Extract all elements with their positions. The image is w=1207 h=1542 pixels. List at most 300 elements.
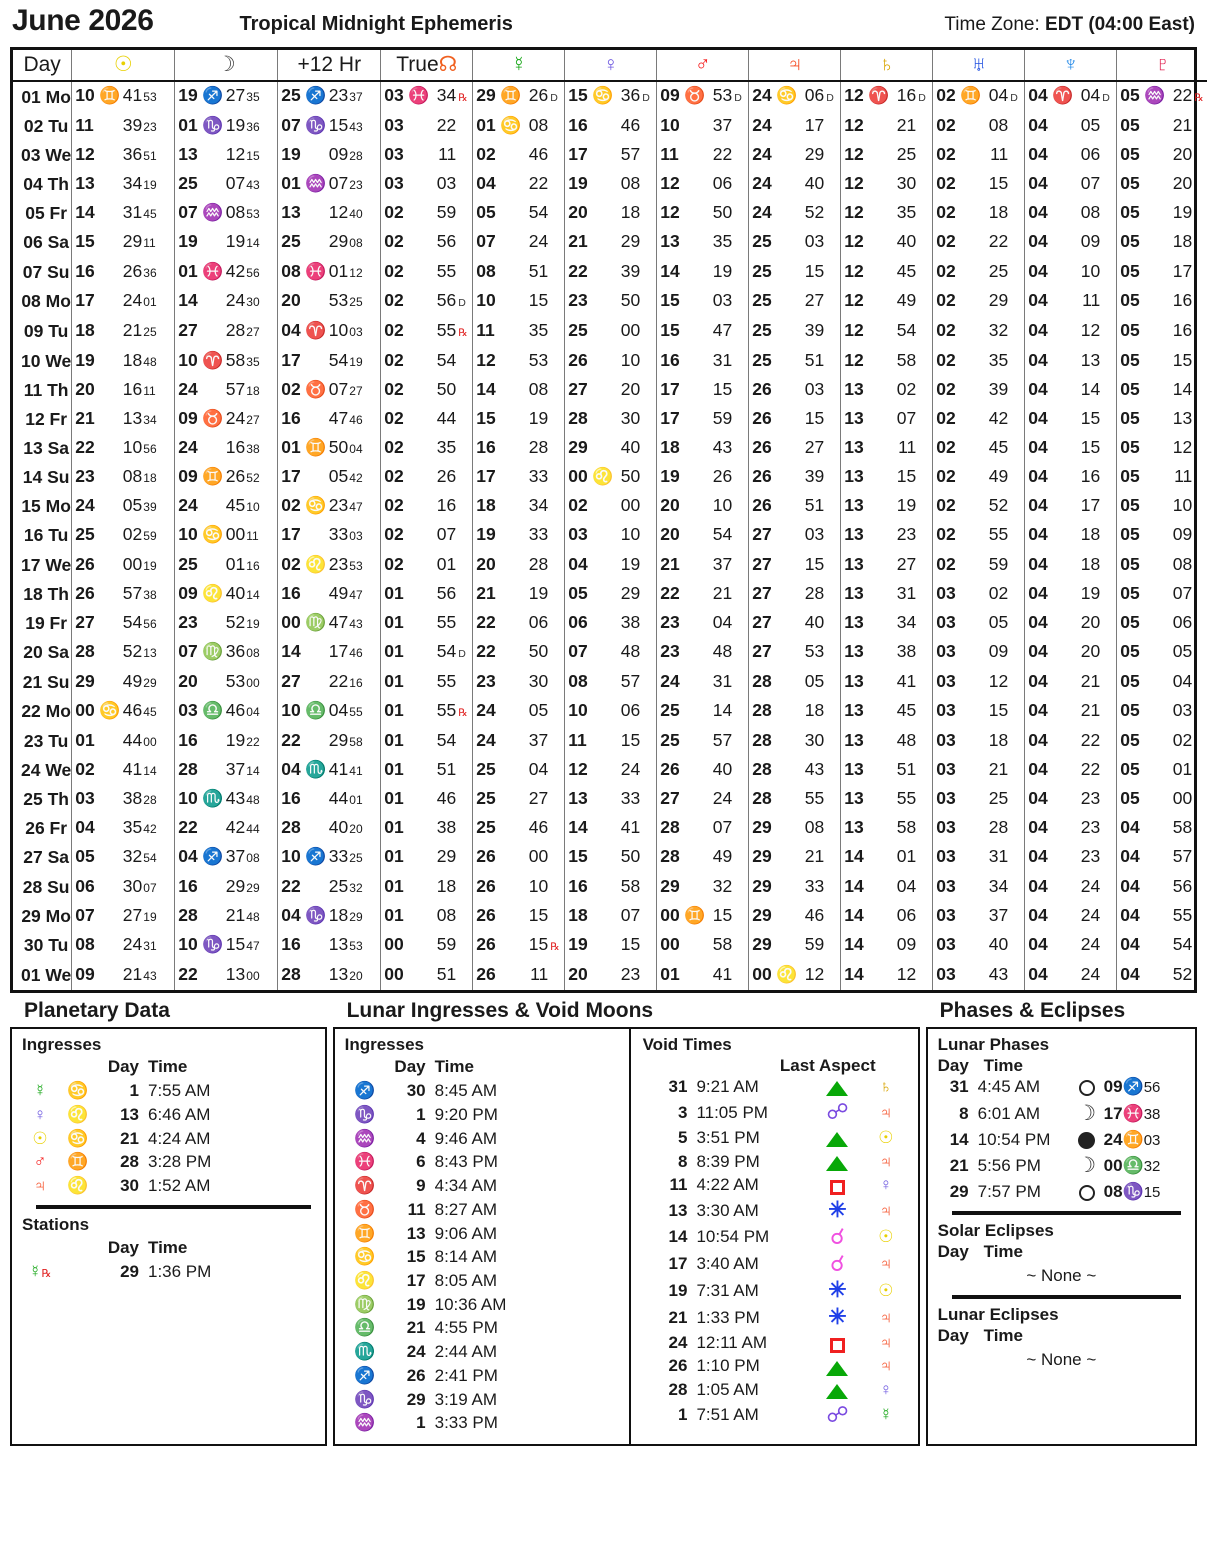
cell-mer: 17 33 [473, 463, 565, 492]
cell-moon: 27 28 27 [175, 317, 278, 347]
cell-node: 03 11 [381, 141, 473, 170]
planet-ingresses-header-row [22, 1056, 315, 1080]
table-row [13, 843, 1207, 872]
planet-glyph-icon: ☿ [879, 1405, 893, 1425]
cell-sat: 12 30 [841, 170, 933, 199]
sign-glyph-icon: ♑ [354, 1104, 376, 1124]
table-row [13, 170, 1207, 199]
cell-moon12: 17 54 19 [278, 347, 381, 376]
cell-ura: 03 40 [933, 931, 1025, 961]
cell-ven: 28 30 [565, 405, 657, 434]
day-value: 5 [677, 1127, 688, 1147]
cell-plu: 05 03 [1120, 699, 1193, 720]
sign-glyph-icon: ♊ [67, 1152, 89, 1172]
time-value: 3:28 PM [148, 1152, 212, 1172]
table-row [13, 727, 1207, 756]
cell-moon: 09 ♌ 40 14 [175, 580, 278, 609]
col-day-header: Day [937, 1242, 969, 1262]
list-item [643, 1402, 910, 1429]
cell-jup: 28 30 [749, 727, 841, 756]
cell-mer: 08 51 [473, 258, 565, 287]
lunar-title: Lunar Ingresses & Void Moons [346, 998, 654, 1022]
time-value: 4:22 AM [696, 1175, 759, 1195]
list-item [938, 1152, 1185, 1181]
time-value: 8:43 PM [434, 1152, 498, 1172]
cell-moon12: 17 33 03 [278, 521, 381, 550]
table-row [13, 258, 1207, 287]
list-item [643, 1150, 910, 1174]
cell-moon: 22 13 00 [175, 961, 278, 990]
cell-sat: 12 54 [841, 317, 933, 347]
list-item [938, 1100, 1185, 1129]
day-value: 21 [120, 1128, 139, 1148]
list-item [22, 1260, 315, 1284]
cell-node: 02 55 [381, 258, 473, 287]
cell-ura: 02 39 [933, 376, 1025, 405]
trine-icon [826, 1361, 848, 1376]
cell-nep: 04 15 [1025, 434, 1117, 463]
cell-sat: 12 35 [841, 199, 933, 228]
ephemeris-header-row [13, 50, 1207, 81]
cell-node: 01 18 [381, 873, 473, 902]
sign-glyph-icon: ♌ [354, 1271, 376, 1291]
venus-icon: ♀ [565, 50, 657, 81]
time-value: 9:21 AM [696, 1077, 759, 1097]
mars-icon: ♂ [657, 50, 749, 81]
planetary-data-column [10, 999, 327, 1446]
cell-jup: 26 51 [749, 492, 841, 521]
day-value: 13 [668, 1200, 688, 1220]
list-item [938, 1076, 1185, 1100]
day-cell: 13 Sa [13, 434, 72, 463]
time-value: 1:33 PM [696, 1307, 760, 1327]
cell-jup: 26 39 [749, 463, 841, 492]
aspect-glyph [813, 1305, 863, 1332]
day-cell: 29 Mo [13, 902, 72, 931]
cell-sun: 26 00 19 [72, 551, 175, 580]
square-icon [830, 1338, 845, 1353]
cell-mar: 20 10 [657, 492, 749, 521]
cell-nep: 04 08 [1025, 199, 1117, 228]
cell-node: 01 46 [381, 785, 473, 814]
day-value: 24 [406, 1342, 426, 1362]
cell-plu: 05 18 [1120, 231, 1193, 252]
cell-sat: 14 09 [841, 931, 933, 961]
cell-node: 02 56 D [381, 287, 473, 317]
cell-moon: 01 ♓ 42 56 [175, 258, 278, 287]
cell-mer: 19 33 [473, 521, 565, 550]
sign-glyph-icon: ♍ [354, 1294, 376, 1314]
day-cell: 11 Th [13, 376, 72, 405]
cell-moon12: 16 44 01 [278, 785, 381, 814]
solar-eclipses-daytime-header [938, 1242, 1185, 1262]
cell-moon12: 01 ♊ 50 04 [278, 434, 381, 463]
cell-mar: 26 40 [657, 756, 749, 785]
cell-mer: 22 50 [473, 638, 565, 668]
cell-nep: 04 13 [1025, 347, 1117, 376]
list-item [345, 1412, 621, 1436]
cell-mar: 12 50 [657, 199, 749, 228]
cell-sat: 12 40 [841, 228, 933, 257]
conjunction-icon: ☌ [830, 1223, 845, 1249]
cell-moon12: 14 17 46 [278, 638, 381, 668]
list-item [345, 1293, 621, 1317]
cell-ven: 23 50 [565, 287, 657, 317]
col-time-header: Time [148, 1057, 188, 1077]
cell-node: 03 22 [381, 112, 473, 141]
cell-node: 02 54 [381, 347, 473, 376]
table-row [13, 961, 1207, 990]
cell-ura: 02 18 [933, 199, 1025, 228]
day-value: 14 [668, 1227, 688, 1247]
col-time-header: Time [434, 1057, 474, 1077]
list-item [643, 1305, 910, 1332]
cell-node: 02 55 ℞ [381, 317, 473, 347]
cell-sat: 13 58 [841, 814, 933, 843]
lunar-box [333, 1027, 920, 1446]
cell-moon12: 28 40 20 [278, 814, 381, 843]
planet-ingresses-table [22, 1056, 315, 1198]
lunar-eclipses-daytime-header [938, 1326, 1185, 1346]
cell-nep: 04 07 [1025, 170, 1117, 199]
time-value: 4:45 AM [977, 1077, 1040, 1097]
cell-sun: 25 02 59 [72, 521, 175, 550]
cell-moon: 01 ♑ 19 36 [175, 112, 278, 141]
phases-column [926, 999, 1197, 1446]
cell-plu: 05 16 [1120, 319, 1193, 340]
lunar-ingresses-heading: Ingresses [344, 1034, 424, 1054]
cell-ura: 03 09 [933, 638, 1025, 668]
list-item [643, 1355, 910, 1379]
cell-node: 00 51 [381, 961, 473, 990]
day-value: 1 [677, 1405, 688, 1425]
table-row [13, 287, 1207, 317]
sign-glyph-icon: ♎ [354, 1318, 376, 1338]
cell-ura: 02 32 [933, 317, 1025, 347]
col-day-header: Day [394, 1057, 426, 1077]
day-cell: 04 Th [13, 170, 72, 199]
cell-ven: 19 08 [565, 170, 657, 199]
time-value: 4:55 PM [434, 1318, 498, 1338]
cell-sat: 13 45 [841, 697, 933, 727]
day-cell: 08 Mo [13, 287, 72, 317]
day-value: 13 [120, 1104, 139, 1124]
trine-icon [826, 1132, 848, 1147]
day-value: 17 [406, 1271, 426, 1291]
list-item [345, 1270, 621, 1294]
list-item [345, 1080, 621, 1104]
list-item [938, 1128, 1185, 1152]
cell-jup: 29 46 [749, 902, 841, 931]
cell-nep: 04 23 [1025, 785, 1117, 814]
cell-node: 01 56 [381, 580, 473, 609]
cell-nep: 04 24 [1025, 961, 1117, 990]
cell-mar: 15 03 [657, 287, 749, 317]
cell-sat: 12 49 [841, 287, 933, 317]
sun-icon: ☉ [72, 50, 175, 81]
aspect-glyph [813, 1224, 863, 1251]
cell-mar: 13 35 [657, 228, 749, 257]
planet-glyph-icon: ♃ [33, 1176, 47, 1196]
table-row [13, 931, 1207, 961]
cell-sun: 11 39 23 [72, 112, 175, 141]
full-moon-icon [1079, 1185, 1095, 1201]
sign-glyph-icon: ♐ [354, 1365, 376, 1385]
cell-ura: 03 21 [933, 756, 1025, 785]
cell-nep: 04 22 [1025, 727, 1117, 756]
cell-sun: 06 30 07 [72, 873, 175, 902]
cell-mar: 01 41 [657, 961, 749, 990]
cell-ven: 02 00 [565, 492, 657, 521]
cell-jup: 28 05 [749, 668, 841, 697]
cell-sun: 12 36 51 [72, 141, 175, 170]
cell-mar: 10 37 [657, 112, 749, 141]
sign-glyph-icon: ♑ [354, 1389, 376, 1409]
first-quarter-moon-icon: ☽ [1077, 1154, 1097, 1178]
cell-ven: 26 10 [565, 347, 657, 376]
cell-jup: 27 53 [749, 638, 841, 668]
ephemeris-body [13, 81, 1207, 990]
cell-mar: 00 58 [657, 931, 749, 961]
table-row [13, 141, 1207, 170]
day-value: 29 [949, 1182, 969, 1202]
cell-jup: 24 ♋ 06 D [749, 81, 841, 112]
cell-ven: 04 19 [565, 551, 657, 580]
cell-sun: 03 38 28 [72, 785, 175, 814]
cell-mer: 26 15 [473, 902, 565, 931]
cell-moon: 25 07 43 [175, 170, 278, 199]
lunar-eclipses-heading: Lunar Eclipses [937, 1305, 1059, 1325]
cell-ven: 11 15 [565, 727, 657, 756]
day-cell: 22 Mo [13, 697, 72, 727]
cell-mar: 18 43 [657, 434, 749, 463]
list-item [22, 1127, 315, 1151]
cell-nep: 04 19 [1025, 580, 1117, 609]
time-value: 3:33 PM [434, 1413, 498, 1433]
cell-moon: 16 19 22 [175, 727, 278, 756]
aspect-glyph [813, 1126, 863, 1150]
time-value: 10:36 AM [434, 1294, 507, 1314]
cell-moon12: 19 09 28 [278, 141, 381, 170]
cell-moon: 19 19 14 [175, 228, 278, 257]
cell-jup: 25 51 [749, 347, 841, 376]
cell-moon: 04 ♐ 37 08 [175, 843, 278, 872]
cell-node: 03 03 [381, 170, 473, 199]
aspect-glyph [813, 1198, 863, 1225]
cell-moon: 24 57 18 [175, 376, 278, 405]
trine-icon [826, 1156, 848, 1171]
list-item [345, 1388, 621, 1412]
aspect-glyph [813, 1076, 863, 1100]
col-time-header: Time [983, 1055, 1023, 1075]
cell-ura: 02 08 [933, 112, 1025, 141]
cell-node: 01 55 [381, 609, 473, 638]
planet-stations-header-row [22, 1236, 315, 1260]
cell-ven: 19 15 [565, 931, 657, 961]
cell-plu: 05 08 [1120, 553, 1193, 574]
cell-sat: 13 19 [841, 492, 933, 521]
cell-moon12: 04 ♏ 41 41 [278, 756, 381, 785]
day-value: 31 [668, 1077, 688, 1097]
day-cell: 28 Su [13, 873, 72, 902]
cell-jup: 27 15 [749, 551, 841, 580]
cell-sun: 26 57 38 [72, 580, 175, 609]
cell-mar: 22 21 [657, 580, 749, 609]
cell-mer: 23 30 [473, 668, 565, 697]
day-cell: 23 Tu [13, 727, 72, 756]
time-value: 2:44 AM [434, 1342, 497, 1362]
cell-nep: 04 14 [1025, 376, 1117, 405]
cell-moon12: 13 12 40 [278, 199, 381, 228]
planet-glyph-icon: ♃ [879, 1151, 893, 1171]
cell-sat: 13 02 [841, 376, 933, 405]
cell-ven: 15 ♋ 36 D [565, 81, 657, 112]
cell-sat: 13 48 [841, 727, 933, 756]
cell-ura: 02 45 [933, 434, 1025, 463]
cell-mar: 28 49 [657, 843, 749, 872]
cell-node: 01 38 [381, 814, 473, 843]
planet-glyph-icon: ♃ [879, 1307, 893, 1327]
cell-mar: 27 24 [657, 785, 749, 814]
cell-ven: 21 29 [565, 228, 657, 257]
phase-icon [1070, 1128, 1104, 1152]
full-moon-icon [1079, 1080, 1095, 1096]
cell-ura: 03 15 [933, 697, 1025, 727]
cell-mer: 26 10 [473, 873, 565, 902]
cell-sat: 12 45 [841, 258, 933, 287]
planetary-data-box [10, 1027, 327, 1446]
cell-plu: 05 13 [1120, 408, 1193, 429]
planet-glyph-icon: ☉ [878, 1227, 894, 1247]
cell-moon: 24 45 10 [175, 492, 278, 521]
timezone-block [944, 14, 1195, 36]
lunar-eclipses-none: ~ None ~ [1026, 1350, 1097, 1370]
cell-mar: 17 15 [657, 376, 749, 405]
day-value: 24 [668, 1332, 688, 1352]
day-value: 30 [406, 1081, 426, 1101]
lunar-phases-heading: Lunar Phases [937, 1034, 1050, 1054]
cell-nep: 04 20 [1025, 609, 1117, 638]
aspect-glyph [813, 1402, 863, 1429]
ephemeris-title: Tropical Midnight Ephemeris [239, 13, 513, 35]
list-item [22, 1080, 315, 1104]
cell-ven: 08 57 [565, 668, 657, 697]
cell-moon12: 27 22 16 [278, 668, 381, 697]
solar-eclipses-none: ~ None ~ [1026, 1266, 1097, 1286]
phase-icon [1070, 1076, 1104, 1100]
list-item [22, 1175, 315, 1199]
cell-plu: 05 00 [1120, 788, 1193, 809]
cell-plu: 05 16 [1120, 289, 1193, 310]
cell-moon: 28 21 48 [175, 902, 278, 931]
planet-glyph-icon: ☉ [878, 1127, 894, 1147]
cell-mar: 20 54 [657, 521, 749, 550]
uranus-icon: ♅ [933, 50, 1025, 81]
time-value: 10:54 PM [696, 1227, 770, 1247]
lunar-ingresses-header-row [345, 1056, 621, 1080]
time-value: 5:56 PM [977, 1155, 1041, 1175]
time-value: 3:30 AM [696, 1200, 759, 1220]
cell-plu: 05 14 [1120, 378, 1193, 399]
cell-moon12: 08 ♓ 01 12 [278, 258, 381, 287]
moon-icon: ☽ [175, 50, 278, 81]
cell-ven: 06 38 [565, 609, 657, 638]
cell-moon: 13 12 15 [175, 141, 278, 170]
list-item [643, 1251, 910, 1278]
cell-sat: 13 38 [841, 638, 933, 668]
aspect-glyph [813, 1100, 863, 1127]
day-cell: 27 Sa [13, 843, 72, 872]
day-value: 9 [416, 1176, 426, 1196]
cell-sun: 09 21 43 [72, 961, 175, 990]
cell-moon12: 04 ♑ 18 29 [278, 902, 381, 931]
cell-nep: 04 ♈ 04 D [1025, 81, 1117, 112]
list-item [643, 1224, 910, 1251]
cell-plu: 04 55 [1120, 904, 1193, 925]
day-cell: 18 Th [13, 580, 72, 609]
void-times-section [631, 1029, 918, 1444]
day-cell: 20 Sa [13, 638, 72, 668]
list-item [345, 1127, 621, 1151]
cell-ura: 02 42 [933, 405, 1025, 434]
cell-jup: 24 52 [749, 199, 841, 228]
time-value: 7:31 AM [696, 1280, 759, 1300]
cell-mar: 00 ♊ 15 [657, 902, 749, 931]
cell-node: 01 55 [381, 668, 473, 697]
cell-ven: 25 00 [565, 317, 657, 347]
cell-jup: 29 59 [749, 931, 841, 961]
cell-mer: 11 35 [473, 317, 565, 347]
cell-jup: 24 29 [749, 141, 841, 170]
cell-ura: 02 55 [933, 521, 1025, 550]
cell-sun: 14 31 45 [72, 199, 175, 228]
cell-mar: 24 31 [657, 668, 749, 697]
phases-box [926, 1027, 1197, 1446]
cell-mer: 07 24 [473, 228, 565, 257]
table-row [13, 112, 1207, 141]
cell-mer: 16 28 [473, 434, 565, 463]
sign-glyph-icon: ♐ [354, 1081, 376, 1101]
table-row [13, 785, 1207, 814]
cell-plu: 05 20 [1120, 144, 1193, 165]
mercury-icon: ☿ [473, 50, 565, 81]
cell-mer: 20 28 [473, 551, 565, 580]
time-value: 3:40 AM [696, 1254, 759, 1274]
cell-nep: 04 24 [1025, 902, 1117, 931]
phases-title: Phases & Eclipses [939, 998, 1126, 1022]
cell-nep: 04 05 [1025, 112, 1117, 141]
cell-jup: 25 15 [749, 258, 841, 287]
cell-mar: 23 04 [657, 609, 749, 638]
cell-sun: 17 24 01 [72, 287, 175, 317]
cell-ven: 16 58 [565, 873, 657, 902]
cell-ven: 20 23 [565, 961, 657, 990]
cell-moon: 10 ♋ 00 11 [175, 521, 278, 550]
day-value: 15 [406, 1247, 426, 1267]
day-cell: 10 We [13, 347, 72, 376]
day-value: 21 [949, 1155, 969, 1175]
timezone-label: Time Zone: [944, 14, 1040, 35]
trine-icon [826, 1081, 848, 1096]
cell-plu: 05 04 [1120, 670, 1193, 691]
table-row [13, 551, 1207, 580]
cell-moon: 28 37 14 [175, 756, 278, 785]
cell-node: 01 51 [381, 756, 473, 785]
cell-moon: 09 ♊ 26 52 [175, 463, 278, 492]
day-value: 14 [949, 1129, 969, 1149]
lunar-ingresses-table [345, 1056, 621, 1436]
sign-glyph-icon: ♒ [354, 1413, 376, 1433]
